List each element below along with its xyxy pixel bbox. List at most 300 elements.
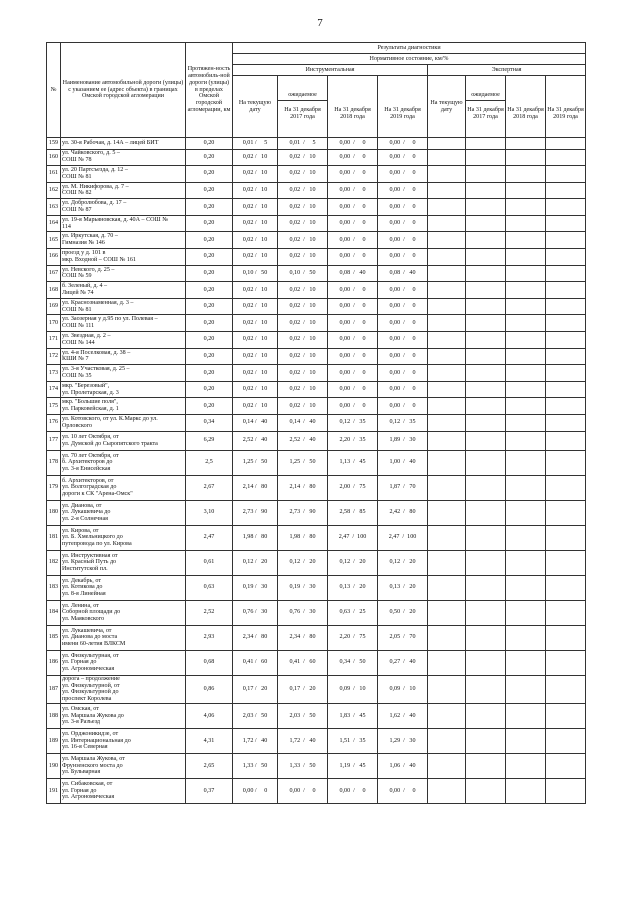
value-2017: 0,19 / 30 — [278, 575, 328, 600]
value-2019: 0,50 / 20 — [378, 600, 428, 625]
road-name: ул. Лукашевича, от ул. Дианова до моста имени 60-летия ВЛКСМ — [61, 625, 186, 650]
road-length: 0,37 — [186, 779, 233, 804]
value-2018: 1,19 / 45 — [328, 754, 378, 779]
table-row — [47, 500, 586, 525]
header-2018: На 31 декабря 2018 года — [328, 76, 378, 138]
expert-current — [428, 149, 466, 166]
expert-2018 — [506, 166, 546, 183]
expert-2019 — [546, 182, 586, 199]
value-current: 2,52 / 40 — [233, 431, 278, 450]
table-row — [47, 232, 586, 249]
value-2019: 0,00 / 0 — [378, 249, 428, 266]
value-current: 0,02 / 10 — [233, 381, 278, 398]
expert-2017 — [466, 398, 506, 415]
expert-2019 — [546, 754, 586, 779]
value-2018: 1,83 / 45 — [328, 704, 378, 729]
value-2019: 0,00 / 0 — [378, 282, 428, 299]
expert-current — [428, 315, 466, 332]
expert-current — [428, 525, 466, 550]
road-length: 0,20 — [186, 315, 233, 332]
road-length: 4,06 — [186, 704, 233, 729]
expert-2018 — [506, 215, 546, 232]
expert-current — [428, 232, 466, 249]
expert-2018 — [506, 199, 546, 216]
expert-2019 — [546, 475, 586, 500]
table-row — [47, 650, 586, 675]
expert-2019 — [546, 215, 586, 232]
expert-current — [428, 650, 466, 675]
table-row — [47, 298, 586, 315]
road-length: 0,20 — [186, 282, 233, 299]
value-2017: 0,02 / 10 — [278, 348, 328, 365]
road-length: 0,20 — [186, 232, 233, 249]
road-name: ул. Иркутская, д. 70 – Гимназия № 146 — [61, 232, 186, 249]
value-2017: 0,02 / 10 — [278, 249, 328, 266]
expert-2017 — [466, 675, 506, 703]
expert-current — [428, 575, 466, 600]
value-2019: 1,06 / 40 — [378, 754, 428, 779]
expert-2018 — [506, 332, 546, 349]
value-2019: 0,00 / 0 — [378, 315, 428, 332]
value-current: 2,73 / 90 — [233, 500, 278, 525]
road-length: 0,20 — [186, 348, 233, 365]
row-number: 168 — [47, 282, 61, 299]
value-current: 1,33 / 50 — [233, 754, 278, 779]
road-name: ул. Физкультурная, от ул. Горная до ул. Агрономическая — [61, 650, 186, 675]
row-number: 180 — [47, 500, 61, 525]
row-number: 162 — [47, 182, 61, 199]
road-name: ул. 20 Партсъезда, д. 12 – СОШ № 81 — [61, 166, 186, 183]
value-2019: 1,87 / 70 — [378, 475, 428, 500]
expert-2017 — [466, 600, 506, 625]
value-2018: 0,12 / 35 — [328, 415, 378, 432]
expert-2017 — [466, 650, 506, 675]
header-expert-expected: ожидаемое — [466, 92, 505, 101]
value-2018: 0,00 / 0 — [328, 232, 378, 249]
road-name: ул. Инструктивная от ул. Красный Путь до Институтской пл. — [61, 550, 186, 575]
page-number: 7 — [317, 17, 323, 29]
value-2018: 0,00 / 0 — [328, 282, 378, 299]
value-2018: 1,13 / 45 — [328, 450, 378, 475]
value-2017: 0,10 / 50 — [278, 265, 328, 282]
header-expert-2017: ожидаемое На 31 декабря 2017 года — [466, 76, 506, 138]
road-name: ул. Котовского, от ул. К.Маркс до ул. Орловского — [61, 415, 186, 432]
table-row — [47, 138, 586, 150]
expert-2017 — [466, 282, 506, 299]
value-2019: 0,00 / 0 — [378, 149, 428, 166]
value-2018: 0,00 / 0 — [328, 166, 378, 183]
row-number: 171 — [47, 332, 61, 349]
expert-2018 — [506, 625, 546, 650]
value-2019: 0,00 / 0 — [378, 398, 428, 415]
value-2018: 0,00 / 0 — [328, 315, 378, 332]
value-2017: 0,12 / 20 — [278, 550, 328, 575]
table-row — [47, 415, 586, 432]
expert-2017 — [466, 704, 506, 729]
road-length: 0,20 — [186, 381, 233, 398]
road-name: ул. 3-я Участковая, д. 25 – СОШ № 35 — [61, 365, 186, 382]
row-number: 179 — [47, 475, 61, 500]
road-length: 0,68 — [186, 650, 233, 675]
expert-2019 — [546, 265, 586, 282]
value-2019: 0,00 / 0 — [378, 779, 428, 804]
road-length: 0,20 — [186, 298, 233, 315]
expert-2018 — [506, 779, 546, 804]
expert-current — [428, 348, 466, 365]
header-expert-2018: На 31 декабря 2018 года — [506, 76, 546, 138]
value-current: 0,02 / 10 — [233, 365, 278, 382]
row-number: 174 — [47, 381, 61, 398]
value-2019: 1,29 / 30 — [378, 729, 428, 754]
value-current: 0,02 / 10 — [233, 232, 278, 249]
expert-2018 — [506, 575, 546, 600]
table-row — [47, 282, 586, 299]
expert-2017 — [466, 625, 506, 650]
expert-2018 — [506, 500, 546, 525]
expert-current — [428, 215, 466, 232]
expert-2018 — [506, 650, 546, 675]
value-2018: 0,00 / 0 — [328, 215, 378, 232]
value-2019: 1,89 / 30 — [378, 431, 428, 450]
value-2018: 0,00 / 0 — [328, 149, 378, 166]
expert-current — [428, 199, 466, 216]
value-2019: 2,47 / 100 — [378, 525, 428, 550]
expert-2017 — [466, 754, 506, 779]
road-length: 0,20 — [186, 138, 233, 150]
header-length: Протяжен-ность автомобиль-ной дороги (улицы) в пределах Омской городской агломерации, км — [186, 43, 233, 138]
expert-2018 — [506, 600, 546, 625]
value-2018: 0,00 / 0 — [328, 298, 378, 315]
value-2018: 2,58 / 85 — [328, 500, 378, 525]
road-length: 0,20 — [186, 166, 233, 183]
table-row — [47, 166, 586, 183]
road-name: ул. Заозерная у д.95 по ул. Полевая – СОШ № 111 — [61, 315, 186, 332]
road-length: 6,29 — [186, 431, 233, 450]
value-2019: 0,09 / 10 — [378, 675, 428, 703]
expert-2018 — [506, 282, 546, 299]
value-2018: 0,00 / 0 — [328, 182, 378, 199]
row-number: 160 — [47, 149, 61, 166]
row-number: 169 — [47, 298, 61, 315]
expert-current — [428, 182, 466, 199]
table-row — [47, 149, 586, 166]
expert-2019 — [546, 525, 586, 550]
road-length: 3,10 — [186, 500, 233, 525]
value-2018: 0,12 / 20 — [328, 550, 378, 575]
value-2019: 0,00 / 0 — [378, 348, 428, 365]
header-expert: Экспертная — [428, 65, 586, 76]
value-2017: 0,02 / 10 — [278, 166, 328, 183]
expert-2019 — [546, 138, 586, 150]
expert-2017 — [466, 550, 506, 575]
value-2019: 2,05 / 70 — [378, 625, 428, 650]
value-2019: 0,00 / 0 — [378, 199, 428, 216]
expert-2018 — [506, 149, 546, 166]
value-2017: 0,02 / 10 — [278, 199, 328, 216]
value-2017: 0,02 / 10 — [278, 282, 328, 299]
value-2018: 0,63 / 25 — [328, 600, 378, 625]
row-number: 189 — [47, 729, 61, 754]
road-name: ул. Маршала Жукова, от Фрунзенского моста до ул. Бульварная — [61, 754, 186, 779]
row-number: 187 — [47, 675, 61, 703]
value-2017: 0,17 / 20 — [278, 675, 328, 703]
expert-current — [428, 381, 466, 398]
value-2018: 1,51 / 35 — [328, 729, 378, 754]
expert-2018 — [506, 182, 546, 199]
expert-2018 — [506, 398, 546, 415]
road-length: 4,31 — [186, 729, 233, 754]
value-2019: 0,00 / 0 — [378, 138, 428, 150]
expert-2017 — [466, 431, 506, 450]
road-name: дорога – продолжение ул. Физкультурной, от ул. Физкультурной до проспект Королева — [61, 675, 186, 703]
value-2017: 0,01 / 5 — [278, 138, 328, 150]
expert-current — [428, 625, 466, 650]
value-2019: 1,00 / 40 — [378, 450, 428, 475]
value-2017: 1,72 / 40 — [278, 729, 328, 754]
value-2019: 0,00 / 0 — [378, 332, 428, 349]
value-2017: 0,41 / 60 — [278, 650, 328, 675]
row-number: 176 — [47, 415, 61, 432]
table-row — [47, 182, 586, 199]
expert-current — [428, 166, 466, 183]
expert-2018 — [506, 138, 546, 150]
table-row — [47, 729, 586, 754]
header-norm: Нормативное состояние, км/% — [233, 54, 586, 65]
value-2019: 0,12 / 20 — [378, 550, 428, 575]
table-row — [47, 431, 586, 450]
value-2017: 0,02 / 10 — [278, 332, 328, 349]
expert-2017 — [466, 450, 506, 475]
value-2017: 2,73 / 90 — [278, 500, 328, 525]
expert-2019 — [546, 249, 586, 266]
road-length: 0,20 — [186, 149, 233, 166]
row-number: 185 — [47, 625, 61, 650]
road-length: 0,20 — [186, 265, 233, 282]
row-number: 181 — [47, 525, 61, 550]
table-row — [47, 332, 586, 349]
expert-2019 — [546, 415, 586, 432]
value-2017: 0,02 / 10 — [278, 215, 328, 232]
road-name: б. Архитекторов, от ул. Волгоградская до дороги к СК "Арена-Омск" — [61, 475, 186, 500]
road-name: ул. Невского, д. 25 – СОШ № 59 — [61, 265, 186, 282]
expert-current — [428, 282, 466, 299]
value-current: 0,02 / 10 — [233, 182, 278, 199]
expert-2019 — [546, 729, 586, 754]
expert-current — [428, 415, 466, 432]
expert-current — [428, 365, 466, 382]
row-number: 184 — [47, 600, 61, 625]
value-current: 1,98 / 80 — [233, 525, 278, 550]
value-2018: 0,00 / 0 — [328, 779, 378, 804]
expert-2019 — [546, 166, 586, 183]
expert-2017 — [466, 381, 506, 398]
expert-2017 — [466, 249, 506, 266]
road-length: 2,5 — [186, 450, 233, 475]
road-name: ул. 4-я Поселковая, д. 38 – КШИ № 7 — [61, 348, 186, 365]
value-2017: 0,02 / 10 — [278, 149, 328, 166]
expert-2019 — [546, 675, 586, 703]
value-2019: 2,42 / 80 — [378, 500, 428, 525]
road-length: 0,20 — [186, 182, 233, 199]
value-2017: 0,02 / 10 — [278, 315, 328, 332]
value-2019: 0,00 / 0 — [378, 365, 428, 382]
expert-current — [428, 600, 466, 625]
value-2017: 1,33 / 50 — [278, 754, 328, 779]
value-current: 0,02 / 10 — [233, 282, 278, 299]
expert-2018 — [506, 450, 546, 475]
expert-2017 — [466, 149, 506, 166]
expert-current — [428, 298, 466, 315]
expert-2017 — [466, 525, 506, 550]
expert-current — [428, 398, 466, 415]
value-2018: 0,00 / 0 — [328, 199, 378, 216]
road-name: ул. Ленина, от Соборной площади до ул. Маяковского — [61, 600, 186, 625]
header-name: Наименование автомобильной дороги (улицы) с указанием ее (адрес объекта) в границах Омской городской агломерации — [61, 43, 186, 138]
value-current: 0,02 / 10 — [233, 348, 278, 365]
row-number: 163 — [47, 199, 61, 216]
value-2018: 0,00 / 0 — [328, 249, 378, 266]
value-2018: 2,20 / 35 — [328, 431, 378, 450]
table-row — [47, 348, 586, 365]
row-number: 177 — [47, 431, 61, 450]
road-name: мкр. "Большие поля", ул. Парковейская, д. 1 — [61, 398, 186, 415]
road-name: ул. 30-я Рабочая, д. 14А – лицей БИТ — [61, 138, 186, 150]
header-num: № — [47, 43, 61, 138]
value-2017: 0,02 / 10 — [278, 365, 328, 382]
row-number: 166 — [47, 249, 61, 266]
expert-2017 — [466, 315, 506, 332]
value-2017: 0,02 / 10 — [278, 398, 328, 415]
table-row — [47, 600, 586, 625]
value-2018: 0,00 / 0 — [328, 381, 378, 398]
expert-2019 — [546, 550, 586, 575]
header-instrumental: Инструментальная — [233, 65, 428, 76]
expert-current — [428, 332, 466, 349]
value-current: 0,02 / 10 — [233, 215, 278, 232]
value-current: 2,14 / 80 — [233, 475, 278, 500]
value-current: 0,02 / 10 — [233, 249, 278, 266]
table-row — [47, 398, 586, 415]
road-name: проезд у д. 101 в мкр. Входной – СОШ № 161 — [61, 249, 186, 266]
value-2019: 0,00 / 0 — [378, 232, 428, 249]
expert-2018 — [506, 431, 546, 450]
road-name: ул. Омская, от ул. Маршала Жукова до ул. 3-я Разъезд — [61, 704, 186, 729]
expert-2018 — [506, 550, 546, 575]
value-current: 0,10 / 50 — [233, 265, 278, 282]
value-current: 0,19 / 30 — [233, 575, 278, 600]
expert-2017 — [466, 475, 506, 500]
value-2018: 0,13 / 20 — [328, 575, 378, 600]
expert-2017 — [466, 182, 506, 199]
value-2018: 0,00 / 0 — [328, 348, 378, 365]
expert-2017 — [466, 500, 506, 525]
table-row — [47, 215, 586, 232]
table-row — [47, 315, 586, 332]
value-current: 0,02 / 10 — [233, 149, 278, 166]
expert-2019 — [546, 600, 586, 625]
road-length: 0,20 — [186, 332, 233, 349]
row-number: 182 — [47, 550, 61, 575]
expert-2017 — [466, 232, 506, 249]
table-row — [47, 450, 586, 475]
value-2017: 0,02 / 10 — [278, 232, 328, 249]
header-diagnostics: Результаты диагностики — [233, 43, 586, 54]
road-name: ул. Краснознаменная, д. 3 – СОШ № 81 — [61, 298, 186, 315]
table-row — [47, 265, 586, 282]
expert-2019 — [546, 779, 586, 804]
expert-current — [428, 450, 466, 475]
value-2019: 0,13 / 20 — [378, 575, 428, 600]
value-2017: 0,02 / 10 — [278, 182, 328, 199]
expert-2019 — [546, 348, 586, 365]
road-name: ул. 70 лет Октября, от б. Архитекторов до ул. 3-я Енисейская — [61, 450, 186, 475]
value-2019: 0,00 / 0 — [378, 182, 428, 199]
expert-2017 — [466, 138, 506, 150]
expert-2019 — [546, 450, 586, 475]
expert-current — [428, 704, 466, 729]
expert-2019 — [546, 315, 586, 332]
table-row — [47, 381, 586, 398]
road-name: ул. Сибаковская, от ул. Горная до ул. Агрономическая — [61, 779, 186, 804]
expert-2018 — [506, 249, 546, 266]
expert-2017 — [466, 348, 506, 365]
header-2017: ожидаемое На 31 декабря 2017 года — [278, 76, 328, 138]
expert-current — [428, 431, 466, 450]
expert-2019 — [546, 398, 586, 415]
expert-2019 — [546, 199, 586, 216]
expert-2018 — [506, 704, 546, 729]
expert-2017 — [466, 729, 506, 754]
road-length: 2,67 — [186, 475, 233, 500]
row-number: 173 — [47, 365, 61, 382]
expert-2019 — [546, 575, 586, 600]
expert-current — [428, 500, 466, 525]
row-number: 178 — [47, 450, 61, 475]
value-2017: 2,14 / 80 — [278, 475, 328, 500]
table-row — [47, 199, 586, 216]
expert-2017 — [466, 199, 506, 216]
road-name: ул. 19-я Марьяновская, д. 40А – СОШ № 114 — [61, 215, 186, 232]
value-current: 1,25 / 50 — [233, 450, 278, 475]
value-2018: 0,08 / 40 — [328, 265, 378, 282]
row-number: 175 — [47, 398, 61, 415]
expert-2018 — [506, 475, 546, 500]
row-number: 183 — [47, 575, 61, 600]
table-body — [47, 138, 586, 804]
row-number: 161 — [47, 166, 61, 183]
value-current: 0,02 / 10 — [233, 298, 278, 315]
expert-2017 — [466, 779, 506, 804]
expert-2018 — [506, 315, 546, 332]
expert-current — [428, 675, 466, 703]
table-row — [47, 249, 586, 266]
table-row — [47, 704, 586, 729]
expert-current — [428, 475, 466, 500]
table-row — [47, 575, 586, 600]
road-name: ул. Добролюбова, д. 17 – СОШ № 87 — [61, 199, 186, 216]
value-current: 0,02 / 10 — [233, 315, 278, 332]
row-number: 186 — [47, 650, 61, 675]
expert-2018 — [506, 525, 546, 550]
expert-2019 — [546, 332, 586, 349]
road-length: 2,93 — [186, 625, 233, 650]
expert-2019 — [546, 650, 586, 675]
table-row — [47, 365, 586, 382]
expert-2017 — [466, 365, 506, 382]
road-length: 0,20 — [186, 199, 233, 216]
value-2018: 0,00 / 0 — [328, 398, 378, 415]
road-length: 0,20 — [186, 365, 233, 382]
